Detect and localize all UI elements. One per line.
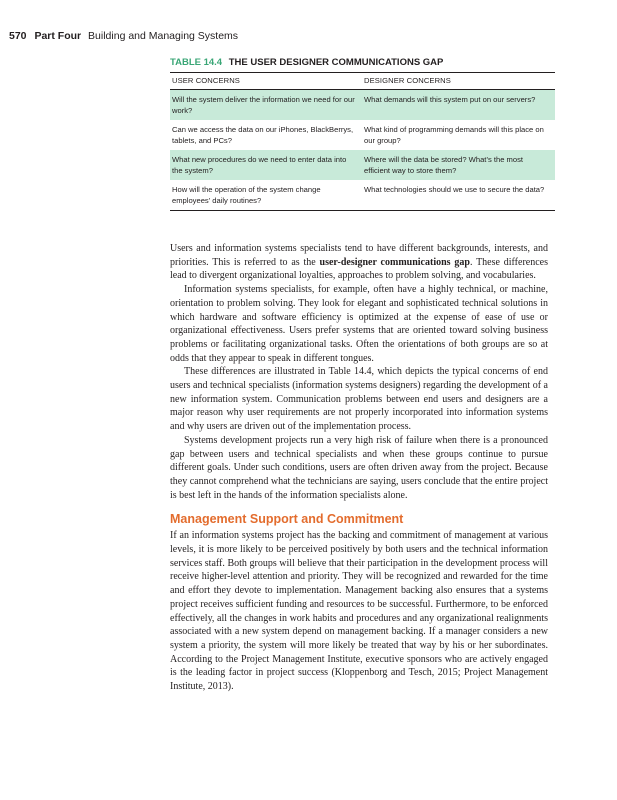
paragraph-text: Users and information systems specialists tend to have different backgrounds, interests, and priorities. This is referred to as the	[170, 243, 548, 268]
designer-concern-cell: What kind of programming demands will this place on our group?	[364, 125, 544, 145]
table-number: TABLE 14.4	[170, 57, 223, 68]
table-row	[170, 120, 555, 150]
page-number: 570	[9, 30, 27, 42]
table-row	[170, 90, 555, 121]
part-title: Building and Managing Systems	[88, 30, 239, 42]
paragraph-text: . These differences lead to divergent organizational loyalties, approaches to problem solving, and vocabularies.	[170, 256, 548, 282]
body-text	[170, 242, 548, 694]
table-caption	[170, 56, 555, 70]
user-concern-cell: Will the system deliver the information we need for our work?	[170, 90, 362, 121]
table-row	[170, 180, 555, 211]
paragraph: Systems development projects run a very high risk of failure when there is a pronounced gap between users and technical specialists and when these groups continue to pursue different goals. Under such conditions, users are often driven away from the project. Because they cannot comprehend what the technicians are saying, users conclude that the entire project is best left in the hands of the information specialists alone.	[170, 434, 548, 501]
table-title: THE USER DESIGNER COMMUNICATIONS GAP	[228, 57, 444, 68]
header-designer-concerns: DESIGNER CONCERNS	[364, 76, 451, 85]
paragraph: If an information systems project has the backing and commitment of management at various levels, it is more likely to be perceived positively by both users and the technical information services staff. Both groups will believe that their participation in the development process will receive higher-level attention and priority. They will be recognized and rewarded for the time and effort they devote to implementation. Management backing also ensures that a systems project receives sufficient funding and resources to be successful. Furthermore, to be enforced effectively, all the changes in work habits and procedures and any organizational realignments associated with a new system depend on management backing. If a manager considers a new system a priority, the system will more likely be treated that way by his or her subordinates. According to the Project Management Institute, executive sponsors who are actively engaged is the leading factor in project success (Kloppenborg and Tesch, 2015; Project Management Institute, 2013).	[170, 530, 548, 693]
part-label: Part Four	[34, 30, 82, 42]
table-row	[170, 150, 555, 180]
user-concern-cell: Can we access the data on our iPhones, BlackBerrys, tablets, and PCs?	[172, 125, 354, 145]
designer-concern-cell: Where will the data be stored? What’s the most efficient way to store them?	[362, 150, 555, 180]
key-term: user-designer communications gap	[319, 256, 470, 268]
section-heading: Management Support and Commitment	[170, 512, 404, 527]
paragraph: These differences are illustrated in Table 14.4, which depicts the typical concerns of end users and technical specialists (information systems designers) regarding the development of a new information system. Communication problems between end users and designers are a major reason why user requirements are not properly incorporated into information systems and why users are driven out of the implementation process.	[170, 366, 548, 433]
paragraph: Information systems specialists, for example, often have a highly technical, or machine, orientation to problem solving. They look for elegant and sophisticated technical solutions in which hardware and software efficiency is optimized at the expense of ease of use or organizational effectiveness. Users prefer systems that are oriented toward solving business problems or facilitating organizational tasks. Often the orientations of both groups are so at odds that they appear to speak in different tongues.	[170, 284, 548, 364]
running-head	[9, 30, 238, 42]
concerns-table	[170, 72, 555, 211]
header-user-concerns: USER CONCERNS	[172, 76, 240, 85]
table-header-row	[170, 73, 555, 90]
paragraph	[170, 242, 548, 283]
designer-concern-cell: What demands will this system put on our servers?	[362, 90, 555, 121]
user-concern-cell: How will the operation of the system change employees’ daily routines?	[172, 185, 321, 205]
designer-concern-cell: What technologies should we use to secure the data?	[364, 185, 545, 194]
table-14-4	[170, 56, 555, 211]
user-concern-cell: What new procedures do we need to enter data into the system?	[170, 150, 362, 180]
